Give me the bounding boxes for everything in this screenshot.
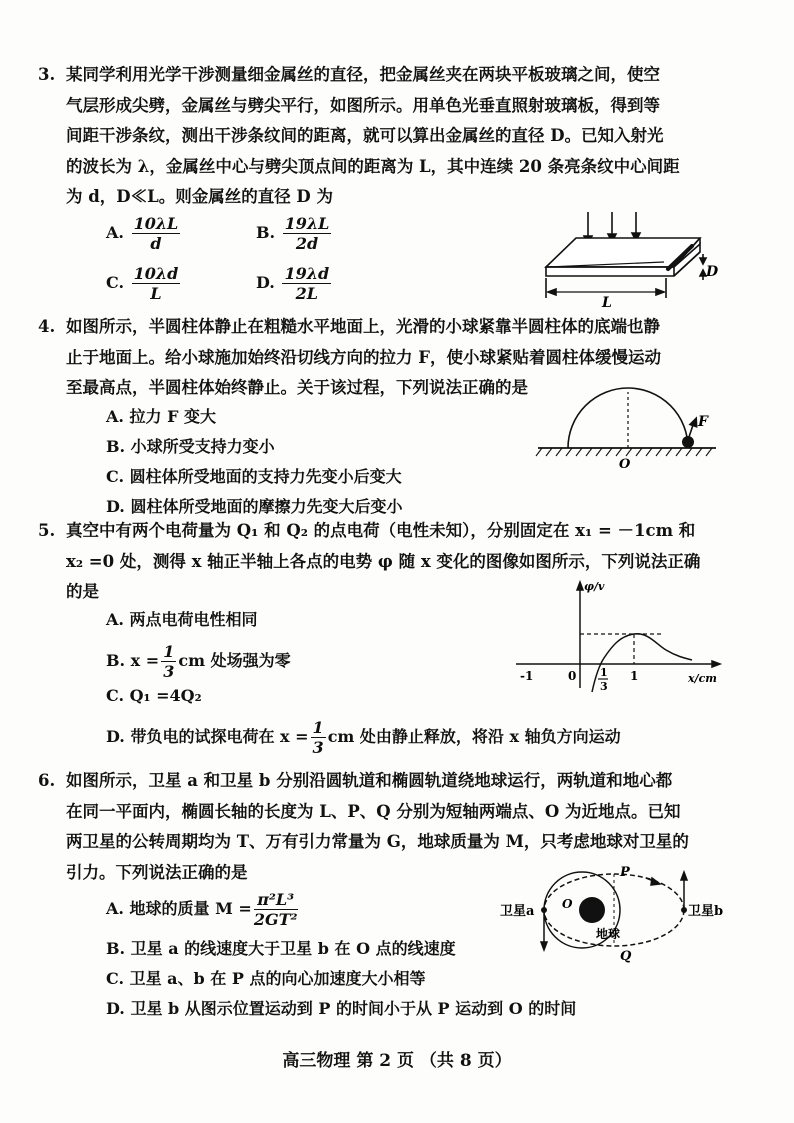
question-line: x₂ =0 处，测得 x 轴正半轴上各点的电势 φ 随 x 变化的图像如图所示，下列说法正确 xyxy=(66,551,701,571)
tick-third-den: 3 xyxy=(600,680,608,693)
label-o: O xyxy=(562,897,573,911)
x-axis-label: x/cm xyxy=(688,672,717,685)
ball xyxy=(682,436,694,448)
question-line: 某同学利用光学干涉测量细金属丝的直径，把金属丝夹在两块平板玻璃之间，使空 xyxy=(66,65,660,84)
option-b: B. x = $\frac{1}{3}$ cm 处场强为零 xyxy=(106,642,291,681)
option-c: C. $\frac{10\lambda d}{L}$ xyxy=(106,264,179,303)
page-footer: 高三物理 第 2 页 （共 8 页） xyxy=(282,1051,512,1071)
question-3 xyxy=(38,60,756,213)
label-o: O xyxy=(619,457,631,472)
question-line: 气层形成尖劈，金属丝与劈尖平行，如图所示。用单色光垂直照射玻璃板，得到等 xyxy=(66,95,660,115)
option-a: A. 地球的质量 M = $\frac{\text{π²L³}}{\text{2GT²}}$ xyxy=(106,890,298,929)
label-l: L xyxy=(602,295,612,311)
fraction: $\frac{1}{3}$ xyxy=(312,718,324,757)
question-line: 两卫星的公转周期均为 T、万有引力常量为 G，地球质量为 M，只考虑地球对卫星的 xyxy=(66,832,689,851)
y-axis-label: φ/v xyxy=(584,580,605,593)
label-earth: 地球 xyxy=(596,927,621,941)
option-a: A. $\frac{10\lambda L}{d}$ xyxy=(106,214,179,253)
satellite-b xyxy=(681,907,687,913)
question-number: 6. xyxy=(38,771,56,790)
question-number: 4. xyxy=(38,317,56,336)
option-c: C. 卫星 a、b 在 P 点的向心加速度大小相等 xyxy=(106,969,426,988)
option-b: B. 小球所受支持力变小 xyxy=(106,437,275,456)
semicylinder-figure xyxy=(538,392,718,470)
question-line: 真空中有两个电荷量为 Q₁ 和 Q₂ 的点电荷（电性未知），分别固定在 x₁ = －1cm 和 xyxy=(66,521,696,540)
option-a: A. 拉力 F 变大 xyxy=(106,407,217,426)
option-c: C. Q₁ =4Q₂ xyxy=(106,686,202,705)
question-line: 如图所示，卫星 a 和卫星 b 分别沿圆轨道和椭圆轨道绕地球运行，两轨道和地心都 xyxy=(66,771,673,790)
question-line: 间距干涉条纹，测出干涉条纹间的距离，就可以算出金属丝的直径 D。已知入射光 xyxy=(66,126,664,145)
tick-neg1: -1 xyxy=(520,669,534,683)
label-q: Q xyxy=(620,949,632,964)
question-line: 如图所示，半圆柱体静止在粗糙水平地面上，光滑的小球紧靠半圆柱体的底端也静 xyxy=(66,317,660,336)
question-line: 在同一平面内，椭圆长轴的长度为 L、P、Q 分别为短轴两端点、O 为近地点。已知 xyxy=(66,801,681,821)
label-f: F xyxy=(698,414,708,430)
option-a: A. 两点电荷电性相同 xyxy=(106,610,258,629)
tick-third-num: 1 xyxy=(600,666,608,679)
option-b: B. $\frac{19\lambda L}{2d}$ xyxy=(256,214,330,253)
wedge-figure xyxy=(540,212,740,311)
tick-0: 0 xyxy=(568,669,577,683)
option-d: D. 卫星 b 从图示位置运动到 P 的时间小于从 P 运动到 O 的时间 xyxy=(106,999,577,1018)
fraction: $\frac{19\lambda d}{2L}$ xyxy=(284,264,330,303)
option-d: D. $\frac{19\lambda d}{2L}$ xyxy=(256,264,330,303)
label-d: D xyxy=(706,264,719,280)
option-b: B. 卫星 a 的线速度大于卫星 b 在 O 点的线速度 xyxy=(106,939,456,958)
question-line: 的波长为 λ，金属丝中心与劈尖顶点间的距离为 L，其中连续 20 条亮条纹中心间距 xyxy=(66,156,680,176)
question-number: 5. xyxy=(38,521,56,540)
question-line: 引力。下列说法正确的是 xyxy=(66,862,248,882)
potential-graph xyxy=(516,580,724,692)
label-sat-a: 卫星a xyxy=(500,904,535,919)
fraction: $\frac{1}{3}$ xyxy=(163,642,175,681)
earth xyxy=(579,897,605,923)
option-d: D. 带负电的试探电荷在 x = $\frac{1}{3}$ cm 处由静止释放，将沿 x 轴负方向运动 xyxy=(106,718,621,757)
question-line: 止于地面上。给小球施加始终沿切线方向的拉力 F，使小球紧贴着圆柱体缓慢运动 xyxy=(66,347,661,367)
tick-1: 1 xyxy=(630,669,639,683)
question-line: 为 d，D≪L。则金属丝的直径 D 为 xyxy=(66,187,333,206)
fraction: $\frac{10\lambda L}{d}$ xyxy=(133,214,179,253)
fraction: $\frac{10\lambda d}{L}$ xyxy=(133,264,179,303)
question-4 xyxy=(38,312,756,404)
option-d: D. 圆柱体所受地面的摩擦力先变大后变小 xyxy=(106,497,403,516)
question-number: 3. xyxy=(38,65,56,84)
question-line: 的是 xyxy=(66,582,99,601)
question-line: 至最高点，半圆柱体始终静止。关于该过程，下列说法正确的是 xyxy=(66,378,528,397)
satellite-a xyxy=(541,907,547,913)
option-c: C. 圆柱体所受地面的支持力先变小后变大 xyxy=(106,467,402,486)
label-p: P xyxy=(620,865,630,880)
fraction: $\frac{19\lambda L}{2d}$ xyxy=(284,214,330,253)
label-sat-b: 卫星b xyxy=(688,904,724,919)
fraction: $\frac{\text{π²L³}}{\text{2GT²}}$ xyxy=(253,890,298,929)
orbit-figure xyxy=(500,864,726,964)
